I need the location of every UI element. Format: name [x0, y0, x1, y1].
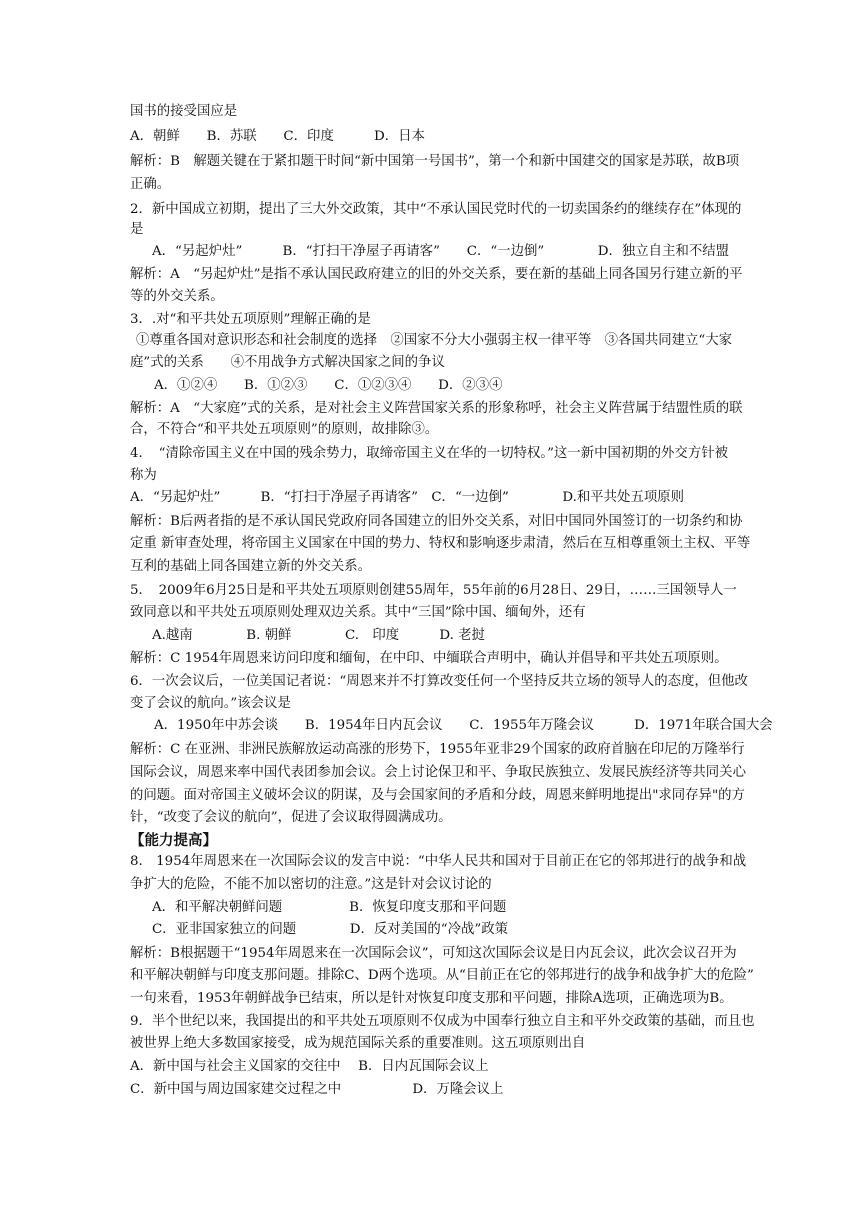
question-8: 8. 1954年周恩来在一次国际会议的发言中说：“中华人民共和国对于目前正在它的邻邦进行的战争和战	[130, 854, 747, 869]
text-line: 是	[130, 222, 144, 237]
text-line: 庭”式的关系 ④不用战争方式解决国家之间的争议	[130, 355, 445, 370]
answer-options: A．“另起炉灶” B．“打扫干净屋子再请客” C．“一边倒” D．独立自主和不结盟	[152, 244, 730, 259]
question-2: 2．新中国成立初期，提出了三大外交政策，其中“不承认国民党时代的一切卖国条约的继续存在”体现的	[130, 202, 742, 217]
text-line: 争扩大的危险，不能不加以密切的注意。”这是针对会议讨论的	[130, 877, 492, 892]
text-line: 国际会议，周恩来率中国代表团参加会议。会上讨论保卫和平、争取民族独立、发展民族经济等共同关心	[130, 765, 746, 780]
text-line: 等的外交关系。	[130, 289, 224, 304]
text-line: 的问题。面对帝国主义破坏会议的阴谋，及与会国家间的矛盾和分歧，周恩来鲜明地提出"求同存异"的方	[130, 788, 745, 803]
text-line: 正确。	[130, 177, 171, 192]
text-line: 称为	[130, 468, 157, 483]
text-line: 针，“改变了会议的航向”，促进了会议取得圆满成功。	[130, 810, 452, 825]
answer-options: A．①②④ B．①②③ C．①②③④ D．②③④	[154, 378, 503, 393]
answer-options: A．新中国与社会主义国家的交往中 B．日内瓦国际会议上	[130, 1059, 489, 1074]
answer-options: A．1950年中苏会谈 B．1954年日内瓦会议 C．1955年万隆会议 D．1971年联合国大会	[154, 718, 773, 733]
question-5: 5． 2009年6月25日是和平共处五项原则创建55周年，55年前的6月28日、29日，……三国领导人一	[130, 583, 737, 598]
text-line: 解析：B 解题关键在于紧扣题干时间“新中国第一号国书”，第一个和新中国建交的国家是苏联，故B项	[130, 154, 740, 169]
text-line: 变了会议的航向。”该会议是	[130, 696, 291, 711]
text-line: 定重 新审查处理，将帝国主义国家在中国的势力、特权和影响逐步肃清，然后在互相尊重领土主权、平等	[130, 536, 751, 551]
text-line: 解析：A “另起炉灶”是指不承认国民政府建立的旧的外交关系，要在新的基础上同各国另行建立新的平	[130, 267, 743, 282]
answer-options: A．朝鲜 B．苏联 C．印度 D．日本	[130, 129, 425, 144]
question-4: 4． “清除帝国主义在中国的残余势力，取缔帝国主义在华的一切特权。”这一新中国初期的外交方针被	[130, 446, 728, 461]
answer-options: C．新中国与周边国家建交过程之中 D．万隆会议上	[130, 1082, 504, 1097]
text-line: ①尊重各国对意识形态和社会制度的选择 ②国家不分大小强弱主权一律平等 ③各国共同建立“大家	[136, 333, 733, 348]
answer-options: C．亚非国家独立的问题 D．反对美国的“冷战”政策	[152, 922, 509, 937]
text-line: 解析：B根据题干“1954年周恩来在一次国际会议”，可知这次国际会议是日内瓦会议，此次会议召开为	[130, 946, 737, 961]
answer-options: A．“另起炉灶” B．“打扫于净屋子再请客” C．“一边倒” D.和平共处五项原则	[130, 490, 685, 505]
text-line: 和平解决朝鲜与印度支那问题。排除C、D两个选项。从“目前正在它的邻邦进行的战争和战争扩大的危险”	[130, 968, 754, 983]
text-line: 致同意以和平共处五项原则处理双边关系。其中“三国”除中国、缅甸外，还有	[130, 605, 586, 620]
text-line: 合，不符合“和平共处五项原则”的原则，故排除③。	[130, 422, 439, 437]
text-line: 解析：B后两者指的是不承认国民党政府同各国建立的旧外交关系，对旧中国同外国签订的一切条约和协	[130, 514, 743, 529]
text-line: 被世界上绝大多数国家接受，成为规范国际关系的重要准则。这五项原则出自	[130, 1036, 586, 1051]
text-line: 互利的基础上同各国建立新的外交关系。	[130, 559, 372, 574]
text-line: 国书的接受国应是	[130, 104, 238, 119]
question-3: 3．.对“和平共处五项原则”理解正确的是	[130, 312, 371, 327]
question-9: 9．半个世纪以来，我国提出的和平共处五项原则不仅成为中国奉行独立自主和平外交政策的基础，而且也	[130, 1014, 755, 1029]
text-line: 解析：A “大家庭”式的关系，是对社会主义阵营国家关系的形象称呼，社会主义阵营属于结盟性质的联	[130, 401, 743, 416]
answer-options: A．和平解决朝鲜问题 B．恢复印度支那和平问题	[152, 900, 507, 915]
text-line: 解析：C 1954年周恩来访问印度和缅甸，在中印、中缅联合声明中，确认并倡导和平共处五项原则。	[130, 651, 728, 666]
question-6: 6．一次会议后，一位美国记者说：“周恩来并不打算改变任何一个坚持反共立场的领导人的态度，但他改	[130, 674, 748, 689]
text-line: 一句来看，1953年朝鲜战争已结束，所以是针对恢复印度支那和平问题，排除A选项，正确选项为B。	[130, 991, 733, 1006]
text-line: 解析：C 在亚洲、非洲民族解放运动高涨的形势下，1955年亚非29个国家的政府首脑在印尼的万隆举行	[130, 742, 745, 757]
section-heading: 【能力提高】	[130, 832, 217, 849]
answer-options: A.越南 B. 朝鲜 C. 印度 D. 老挝	[152, 628, 485, 643]
